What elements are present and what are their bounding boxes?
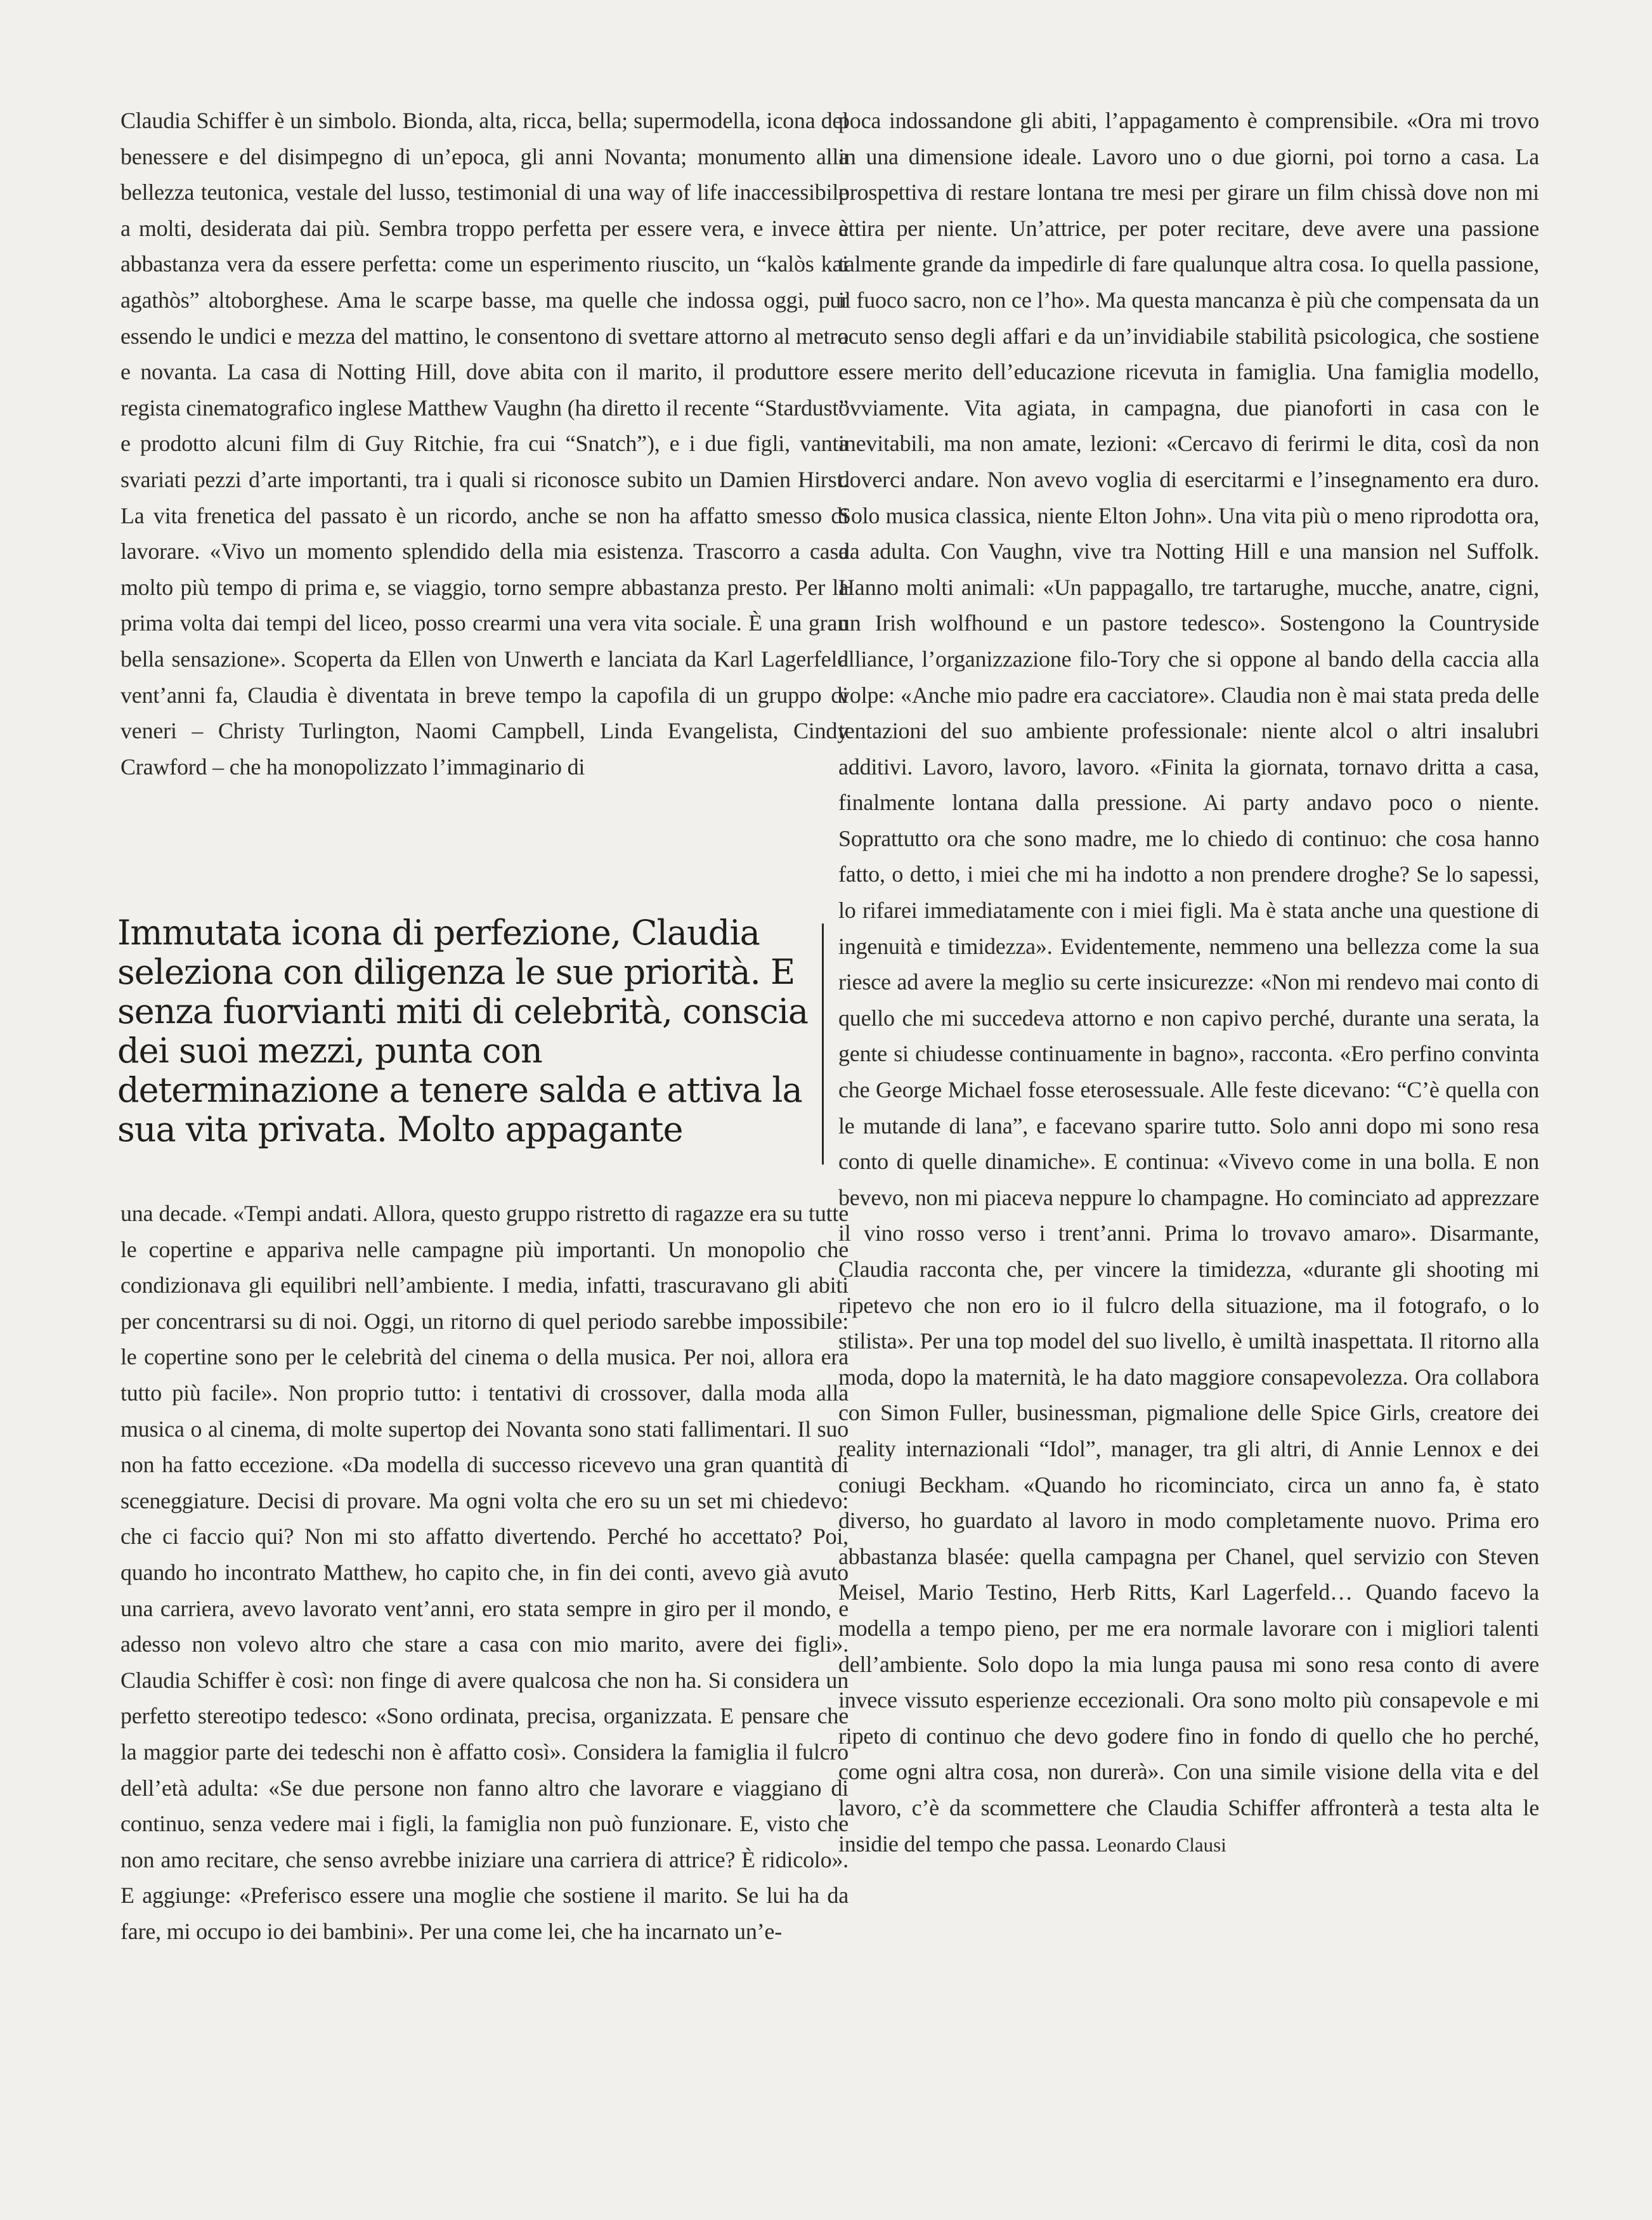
article-text: poca indossandone gli abiti, l’appagamento è comprensibile. «Ora mi trovo in una dimensione ideale. Lavoro uno o due giorni, poi torno a casa. La prospettiva di restare lontana tre mesi per girare un film chissà dove non mi attira per niente. Un’attrice, per poter recitare, deve avere una passione talmente grande da impedirle di fare qualunque altra cosa. Io quella passione, il fuoco sacro, non ce l’ho». Ma questa mancanza è più che compensata da un acuto senso degli affari e da un’invidiabile stabilità psicologica, che sostiene essere merito dell’educazione ricevuta in famiglia. Una famiglia modello, ovviamente. Vita agiata, in campagna, due pianoforti in casa con le inevitabili, ma non amate, lezioni: «Cercavo di ferirmi le dita, così da non doverci andare. Non avevo voglia di esercitarmi e l’insegnamento era duro. Solo musica classica, niente Elton John». Una vita più o meno riprodotta ora, da adulta. Con Vaughn, vive tra Notting Hill e una mansion nel Suffolk. Hanno molti animali: «Un pappagallo, tre tartarughe, mucche, anatre, cigni, un Irish wolfhound e un pastore tedesco». Sostengono la Countryside alliance, l’organizzazione filo-Tory che si oppone al bando della caccia alla volpe: «Anche mio padre era cacciatore». Claudia non è mai stata preda delle tentazioni del suo ambiente professionale: niente alcol o altri insalubri additivi. Lavoro, lavoro, lavoro. «Finita la giornata, tornavo dritta a casa, finalmente lontana dalla pressione. Ai party andavo poco o niente. Soprattutto ora che sono madre, me lo chiedo di continuo: che cosa hanno fatto, o detto, i miei che mi ha indotto a non prendere droghe? Se lo sapessi, lo rifarei immediatamente con i miei figli. Ma è stata anche una questione di ingenuità e timidezza». Evidentemente, nemmeno una bellezza come la sua riesce ad avere la meglio su certe insicurezze: «Non mi rendevo mai conto di quello che mi succedeva attorno e non capivo perché, durante una serata, la gente si chiudesse continuamente in bagno», racconta. «Ero perfino convinta che George Michael fosse eterosessuale. Alle feste dicevano: “C’è quella con le mutande di lana”, e facevano sparire tutto. Solo anni dopo mi sono resa conto di quelle dinamiche». E continua: «Vivevo come in una bolla. E non bevevo, non mi piaceva neppure lo champagne. Ho cominciato ad apprezzare il vino rosso verso i trent’anni. Prima lo trovavo amaro». Disarmante, Claudia racconta che, per vincere la timidezza, «durante gli shooting mi ripetevo che non ero io il fulcro della situazione, ma il fotografo, o lo stilista». Per una top model del suo livello, è umiltà inaspettata. Il ritorno alla moda, dopo la maternità, le ha dato maggiore consapevolezza. Ora collabora con Simon Fuller, businessman, pigmalione delle Spice Girls, creatore dei reality internazionali “Idol”, manager, tra gli altri, di Annie Lennox e dei coniugi Beckham. «Quando ho ricominciato, circa un anno fa, è stato diverso, ho guardato al lavoro in modo completamente nuovo. Prima ero abbastanza blasée: quella campagna per Chanel, quel servizio con Steven Meisel, Mario Testino, Herb Ritts, Karl Lagerfeld… Quando facevo la modella a tempo pieno, per me era normale lavorare con i migliori talenti dell’ambiente. Solo dopo la mia lunga pausa mi sono resa conto di avere invece vissuto esperienze eccezionali. Ora sono molto più consapevole e mi ripeto di continuo che devo godere fino in fondo di quello che ho perché, come ogni altra cosa, non durerà». Con una simile visione della vita e del lavoro, c’è da scommettere che Claudia Schiffer affronterà a testa alta le insidie del tempo che passa. xyxy=(838,108,1539,1857)
article-paragraph: Claudia Schiffer è un simbolo. Bionda, alta, ricca, bella; supermodella, icona del benessere e del disimpegno di un’epoca, gli anni Novanta; monumento alla bellezza teutonica, vestale del lusso, testimonial di una way of life inaccessibile a molti, desiderata dai più. Sembra troppo perfetta per essere vera, e invece è abbastanza vera da essere perfetta: come un esperimento riuscito, un “kalòs kai agathòs” altoborghese. Ama le scarpe basse, ma quelle che indossa oggi, pur essendo le undici e mezza del mattino, le consentono di svettare attorno al metro e novanta. La casa di Notting Hill, dove abita con il marito, il produttore e regista cinematografico inglese Matthew Vaughn (ha diretto il recente “Stardust” e prodotto alcuni film di Guy Ritchie, fra cui “Snatch”), e i due figli, vanta svariati pezzi d’arte importanti, tra i quali si riconosce subito un Damien Hirst. La vita frenetica del passato è un ricordo, anche se non ha affatto smesso di lavorare. «Vivo un momento splendido della mia esistenza. Trascorro a casa molto più tempo di prima e, se viaggio, torno sempre abbastanza presto. Per la prima volta dai tempi del liceo, posso crearmi una vera vita sociale. È una gran bella sensazione». Scoperta da Ellen von Unwerth e lanciata da Karl Lagerfeld vent’anni fa, Claudia è diventata in breve tempo la capofila di un gruppo di veneri – Christy Turlington, Naomi Campbell, Linda Evangelista, Cindy Crawford – che ha monopolizzato l’immaginario di xyxy=(120,108,849,780)
article-column-left-bottom xyxy=(120,1196,849,1949)
article-column-left-top xyxy=(120,103,849,785)
author-signature: Leonardo Clausi xyxy=(1096,1833,1226,1856)
article-column-right xyxy=(838,103,1539,1863)
article-paragraph xyxy=(838,103,1539,1863)
pull-quote-divider xyxy=(822,924,824,1165)
article-paragraph: una decade. «Tempi andati. Allora, questo gruppo ristretto di ragazze era su tutte le copertine e appariva nelle campagne più importanti. Un monopolio che condizionava gli equilibri nell’ambiente. I media, infatti, trascuravano gli abiti per concentrarsi su di noi. Oggi, un ritorno di quel periodo sarebbe impossibile: le copertine sono per le celebrità del cinema o della musica. Per noi, allora era tutto più facile». Non proprio tutto: i tentativi di crossover, dalla moda alla musica o al cinema, di molte supertop dei Novanta sono stati fallimentari. Il suo non ha fatto eccezione. «Da modella di successo ricevevo una gran quantità di sceneggiature. Decisi di provare. Ma ogni volta che ero su un set mi chiedevo: che ci faccio qui? Non mi sto affatto divertendo. Perché ho accettato? Poi, quando ho incontrato Matthew, ho capito che, in fin dei conti, avevo già avuto una carriera, avevo lavorato vent’anni, ero stata sempre in giro per il mondo, e adesso non volevo altro che stare a casa con mio marito, avere dei figli». Claudia Schiffer è così: non finge di avere qualcosa che non ha. Si considera un perfetto stereotipo tedesco: «Sono ordinata, precisa, organizzata. E pensare che la maggior parte dei tedeschi non è affatto così». Considera la famiglia il fulcro dell’età adulta: «Se due persone non fanno altro che lavorare e viaggiano di continuo, senza vedere mai i figli, la famiglia non può funzionare. E, visto che non amo recitare, che senso avrebbe iniziare una carriera di attrice? È ridicolo». E aggiunge: «Preferisco essere una moglie che sostiene il marito. Se lui ha da fare, mi occupo io dei bambini». Per una come lei, che ha incarnato un’e- xyxy=(120,1201,849,1944)
pull-quote: Immutata icona di perfezione, Claudia seleziona con diligenza le sue priorità. E senza fuorvianti miti di celebrità, conscia dei suoi mezzi, punta con determinazione a tenere salda e attiva la sua vita privata. Molto appagante xyxy=(117,913,809,1149)
